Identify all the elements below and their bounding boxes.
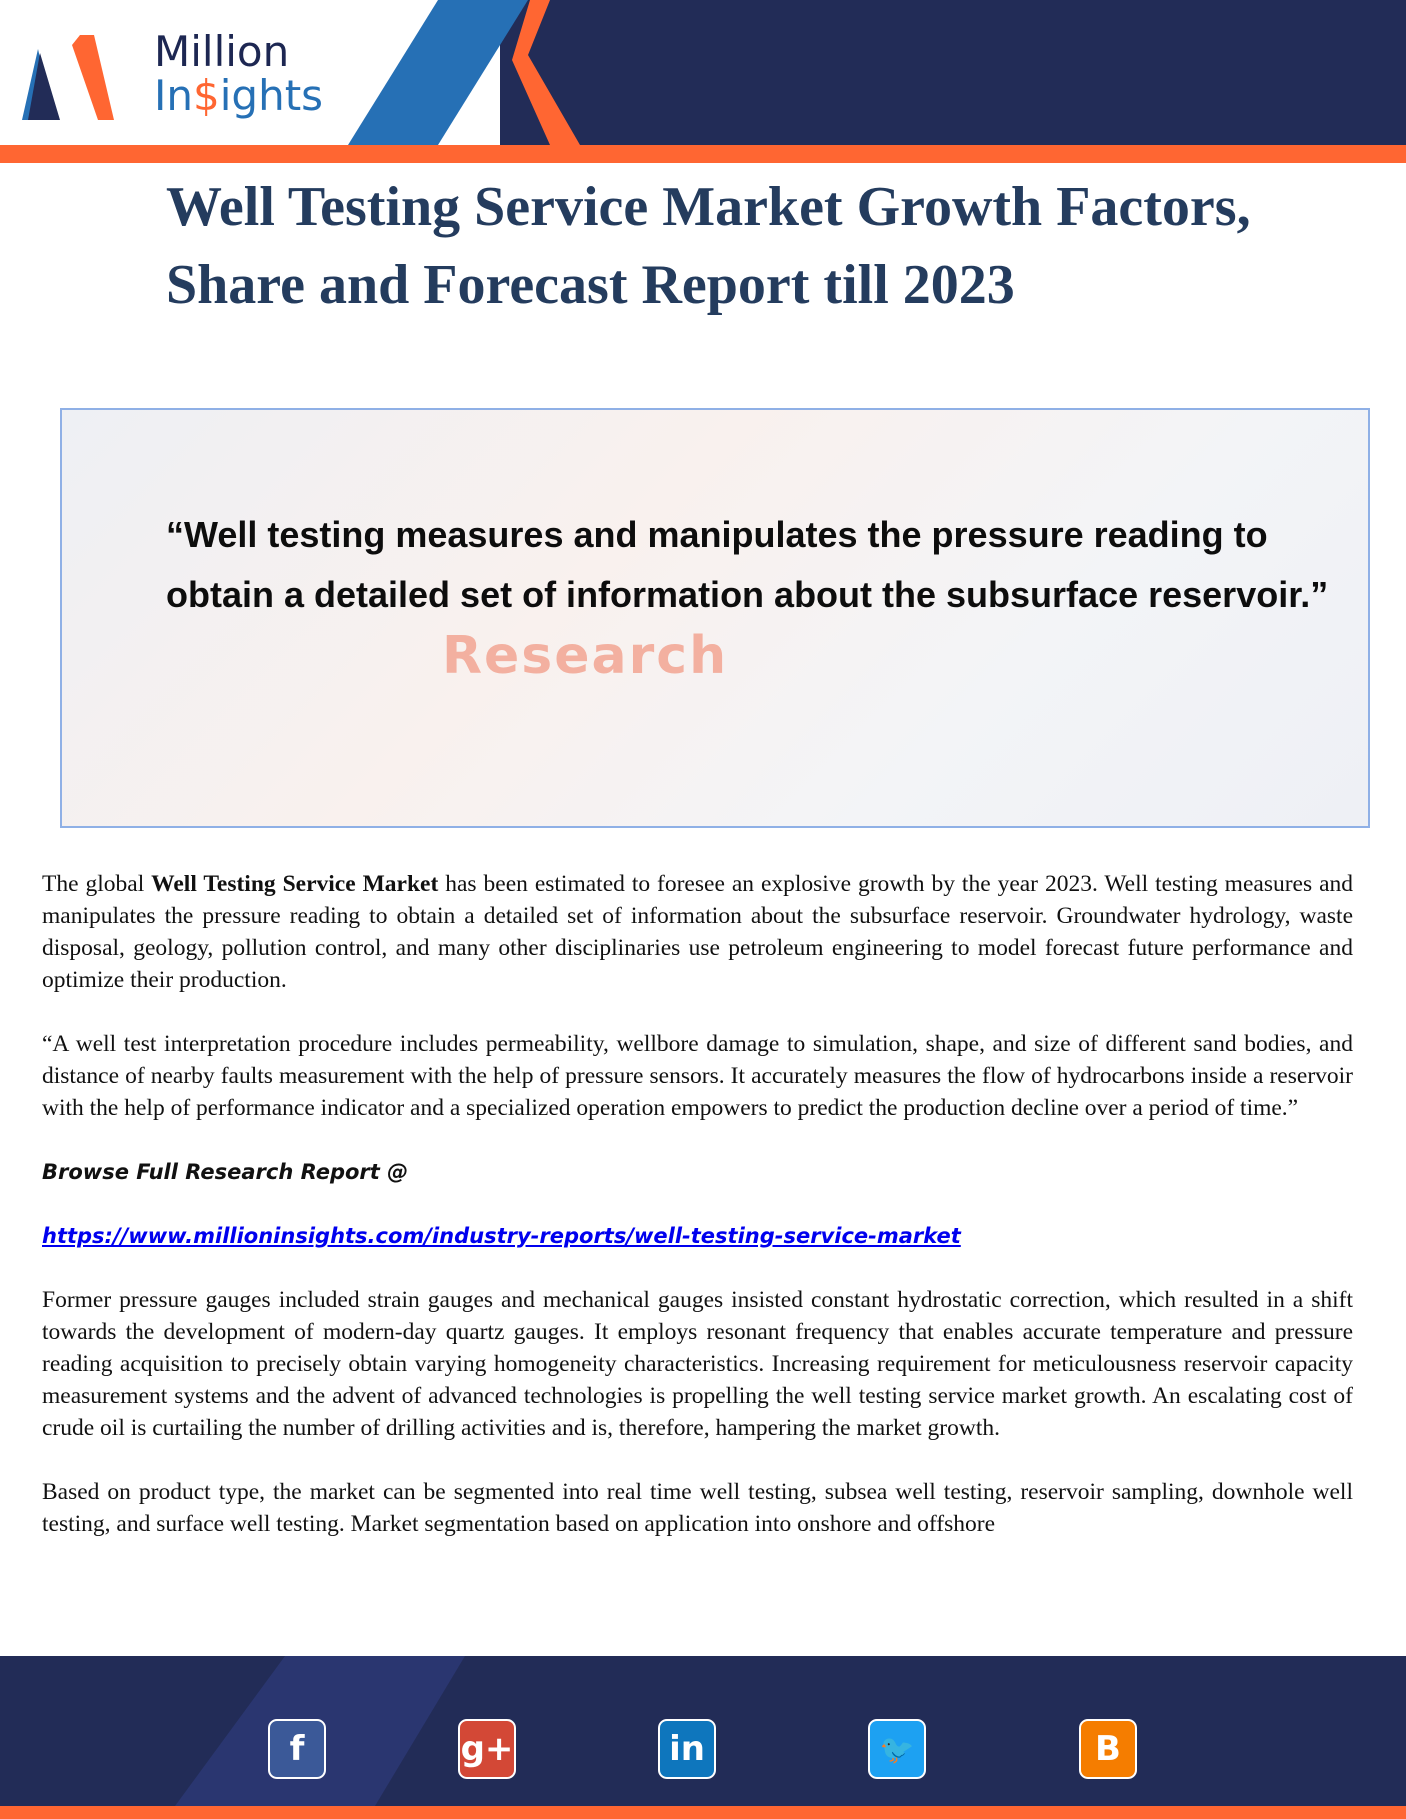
linkedin-icon[interactable]: in <box>658 1719 716 1779</box>
intro-text-a: The global <box>42 871 152 897</box>
google-plus-icon[interactable]: g+ <box>458 1719 516 1779</box>
banner-watermark: Research <box>442 626 729 686</box>
logo-line1: Million <box>154 27 290 76</box>
logo-line2-a: In <box>154 71 194 120</box>
banner-quote: “Well testing measures and manipulates the pressure reading to obtain a detailed set of information about the subsurface reservoir.” <box>166 514 1329 615</box>
header <box>0 0 1406 163</box>
footer <box>0 1656 1406 1819</box>
logo-text <box>154 27 324 120</box>
logo-mark-icon <box>14 35 134 120</box>
logo-line2-b: ights <box>219 71 324 120</box>
paragraph-gauges: Former pressure gauges included strain gauges and mechanical gauges insisted constant hydrostatic correction, which resulted in a shift towards the development of modern-day quartz gauges. It employs resonant frequency that enables accurate temperature and pressure reading acquisition to precisely obtain varying homogeneity characteristics. Increasing requirement for meticulousness reservoir capacity measurement systems and the advent of advanced technologies is propelling the well testing service market growth. An escalating cost of crude oil is curtailing the number of drilling activities and is, therefore, hampering the market growth. <box>42 1287 1353 1441</box>
intro-text-b: has been estimated to foresee an explosive growth by the year 2023. Well testing measures and manipulates the pressure reading to obtain a detailed set of information about the subsurface reservoir. Groundwater hydrology, waste disposal, geology, pollution control, and many other disciplinaries use petroleum engineering to model forecast future performance and optimize their production. <box>42 871 1353 993</box>
paragraph-segmentation: Based on product type, the market can be segmented into real time well testing, subsea well testing, reservoir sampling, downhole well testing, and surface well testing. Market segmentation based on application into onshore and offshore <box>42 1479 1353 1537</box>
logo-dollar: $ <box>193 71 220 120</box>
quote-banner <box>60 408 1370 828</box>
intro-bold: Well Testing Service Market <box>151 871 439 897</box>
twitter-icon[interactable]: 🐦 <box>868 1719 926 1779</box>
facebook-icon[interactable]: f <box>268 1719 326 1779</box>
page-title: Well Testing Service Market Growth Factors, Share and Forecast Report till 2023 <box>166 176 1251 316</box>
logo-line2 <box>154 71 324 120</box>
paragraph-intro <box>42 868 1353 996</box>
browse-label: Browse Full Research Report @ <box>42 1160 409 1184</box>
article-body <box>42 868 1353 1572</box>
header-background <box>500 0 1406 145</box>
footer-orange-bar <box>0 1806 1406 1819</box>
blogger-icon[interactable]: B <box>1079 1719 1137 1779</box>
paragraph-quote: “A well test interpretation procedure includes permeability, wellbore damage to simulation, shape, and size of different sand bodies, and distance of nearby faults measurement with the help of pressure sensors. It accurately measures the flow of hydrocarbons inside a reservoir with the help of performance indicator and a specialized operation empowers to predict the production decline over a period of time.” <box>42 1031 1353 1121</box>
header-orange-bar <box>0 145 1406 163</box>
report-link[interactable]: https://www.millioninsights.com/industry-reports/well-testing-service-market <box>42 1224 961 1248</box>
